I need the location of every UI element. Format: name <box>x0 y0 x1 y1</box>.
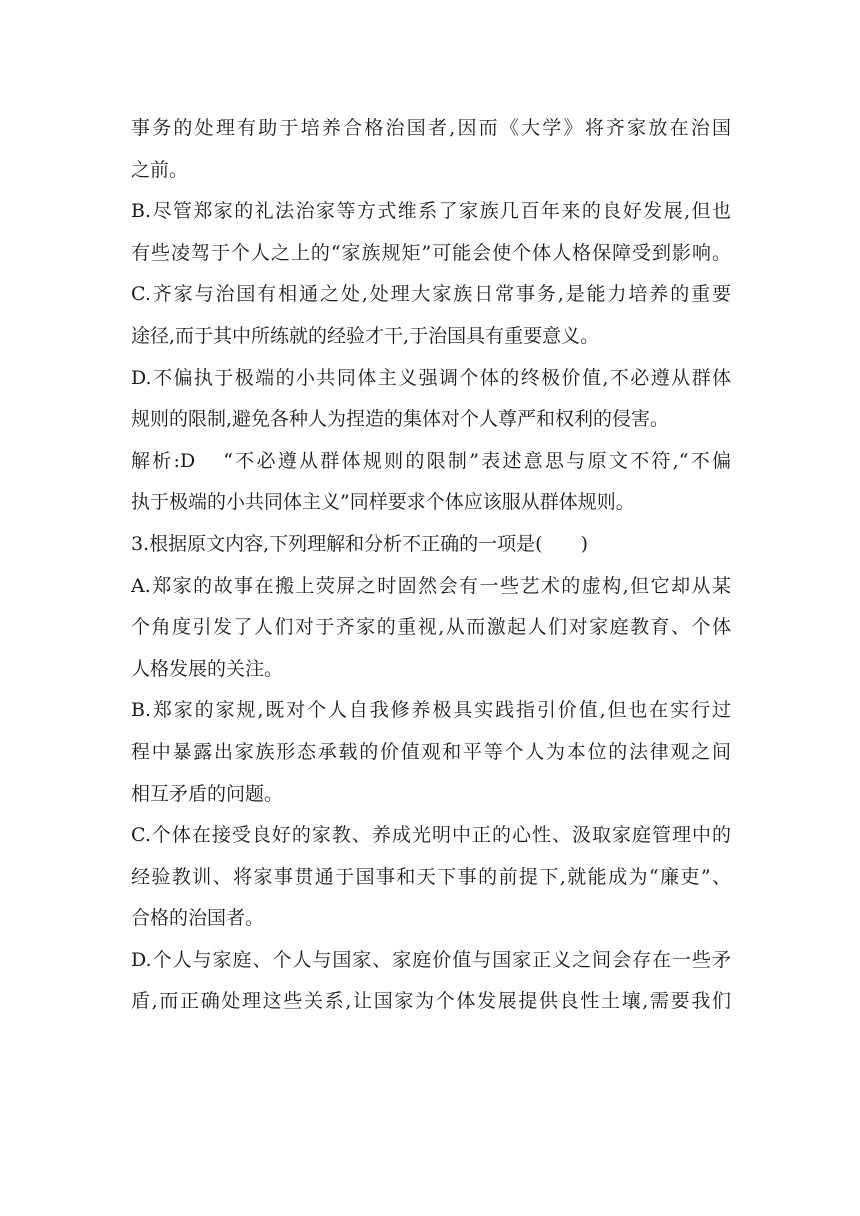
text-line: B.郑家的家规,既对个人自我修养极具实践指引价值,但也在实行过 <box>131 699 731 722</box>
q2-option-c <box>131 274 731 357</box>
text-line: C.个体在接受良好的家教、养成光明中正的心性、汲取家庭管理中的 <box>131 824 731 847</box>
document-text <box>131 108 731 1023</box>
text-line: 个角度引发了人们对于齐家的重视,从而激起人们对家庭教育、个体 <box>131 616 731 639</box>
question-stem: 3.根据原文内容,下列理解和分析不正确的一项是( ) <box>131 532 588 555</box>
text-line: D.不偏执于极端的小共同体主义强调个体的终极价值,不必遵从群体 <box>131 366 731 389</box>
q3-option-d <box>131 940 731 1023</box>
text-line: 之前。 <box>131 158 189 181</box>
text-line: A.郑家的故事在搬上荧屏之时固然会有一些艺术的虚构,但它却从某 <box>131 574 731 597</box>
text-line: 执于极端的小共同体主义”同样要求个体应该服从群体规则。 <box>131 491 635 514</box>
text-line: 合格的治国者。 <box>131 907 265 930</box>
analysis-text: “不必遵从群体规则的限制”表述意思与原文不符,“不偏 <box>223 449 731 472</box>
text-line: 事务的处理有助于培养合格治国者,因而《大学》将齐家放在治国 <box>131 117 731 139</box>
text-line: 程中暴露出家族形态承载的价值观和平等个人为本位的法律观之间 <box>131 740 731 763</box>
q2-option-d <box>131 358 731 441</box>
q3-stem <box>131 524 731 566</box>
text-line: 有些凌驾于个人之上的“家族规矩”可能会使个体人格保障受到影响。 <box>131 241 731 264</box>
analysis-label: 解析:D <box>131 449 196 472</box>
q3-option-b <box>131 690 731 815</box>
text-line: 经验教训、将家事贯通于国事和天下事的前提下,就能成为“廉吏”、 <box>131 865 731 888</box>
prev-option-continued <box>131 108 731 191</box>
q2-analysis <box>131 441 731 524</box>
q3-option-c <box>131 815 731 940</box>
text-line: B.尽管郑家的礼法治家等方式维系了家族几百年来的良好发展,但也 <box>131 200 731 223</box>
text-line <box>131 441 731 483</box>
text-line: 盾,而正确处理这些关系,让国家为个体发展提供良性土壤,需要我们 <box>131 990 731 1013</box>
text-line: C.齐家与治国有相通之处,处理大家族日常事务,是能力培养的重要 <box>131 283 731 306</box>
text-line: 规则的限制,避免各种人为捏造的集体对个人尊严和权利的侵害。 <box>131 408 670 431</box>
text-line: 人格发展的关注。 <box>131 657 284 680</box>
text-line: D.个人与家庭、个人与国家、家庭价值与国家正义之间会存在一些矛 <box>131 948 731 971</box>
q2-option-b <box>131 191 731 274</box>
text-line: 途径,而于其中所练就的经验才干,于治国具有重要意义。 <box>131 324 600 347</box>
q3-option-a <box>131 566 731 691</box>
text-line: 相互矛盾的问题。 <box>131 782 284 805</box>
